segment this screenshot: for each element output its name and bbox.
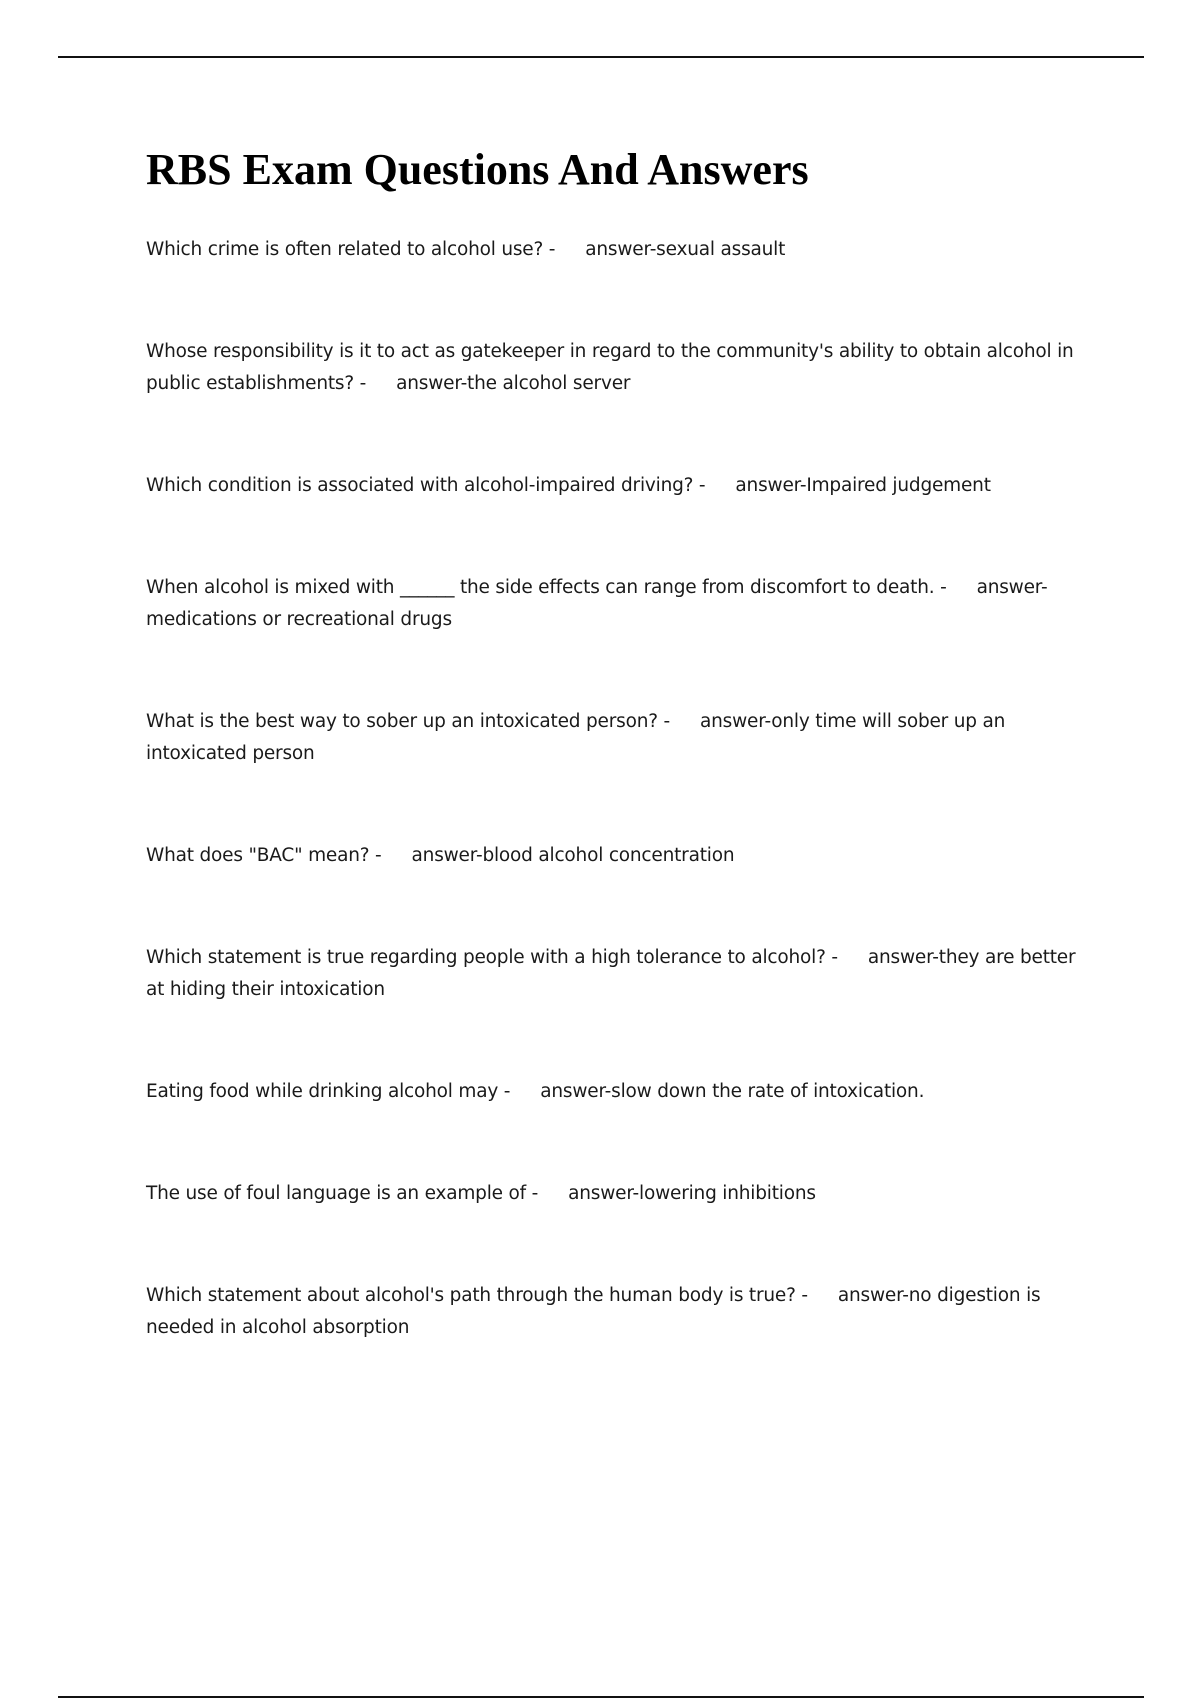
answer-text: answer-they are better at hiding their intoxication [146,947,1076,1000]
answer-text: answer-medications or recreational drugs [146,577,1048,630]
question-text: The use of foul language is an example of - [146,1183,539,1204]
answer-text: answer-slow down the rate of intoxication. [540,1081,925,1102]
qa-item-10 [146,1280,1086,1344]
answer-text: answer-the alcohol server [396,373,631,394]
qa-list [146,234,1086,1344]
qa-item-4 [146,572,1086,636]
top-divider [58,56,1144,58]
qa-item-9 [146,1178,1086,1210]
qa-item-5 [146,706,1086,770]
question-text: Whose responsibility is it to act as gatekeeper in regard to the community's ability to obtain alcohol in public establishments? - [146,341,1074,394]
answer-text: answer-sexual assault [585,239,786,260]
qa-item-1 [146,234,1086,266]
answer-text: answer-blood alcohol concentration [411,845,735,866]
qa-item-7 [146,942,1086,1006]
qa-item-6 [146,840,1086,872]
question-text: When alcohol is mixed with ______ the side effects can range from discomfort to death. - [146,577,947,598]
qa-item-3 [146,470,1086,502]
question-text: Which crime is often related to alcohol use? - [146,239,556,260]
question-text: Eating food while drinking alcohol may - [146,1081,511,1102]
bottom-divider [58,1696,1144,1698]
question-text: What is the best way to sober up an intoxicated person? - [146,711,671,732]
answer-text: answer-Impaired judgement [735,475,991,496]
answer-text: answer-lowering inhibitions [568,1183,816,1204]
question-text: What does "BAC" mean? - [146,845,382,866]
answer-text: answer-only time will sober up an intoxicated person [146,711,1006,764]
question-text: Which statement is true regarding people with a high tolerance to alcohol? - [146,947,838,968]
qa-item-8 [146,1076,1086,1108]
answer-text: answer-no digestion is needed in alcohol absorption [146,1285,1041,1338]
document-title: RBS Exam Questions And Answers [146,145,809,194]
qa-item-2 [146,336,1086,400]
document-body [146,140,1086,1414]
question-text: Which condition is associated with alcohol-impaired driving? - [146,475,706,496]
question-text: Which statement about alcohol's path through the human body is true? - [146,1285,808,1306]
